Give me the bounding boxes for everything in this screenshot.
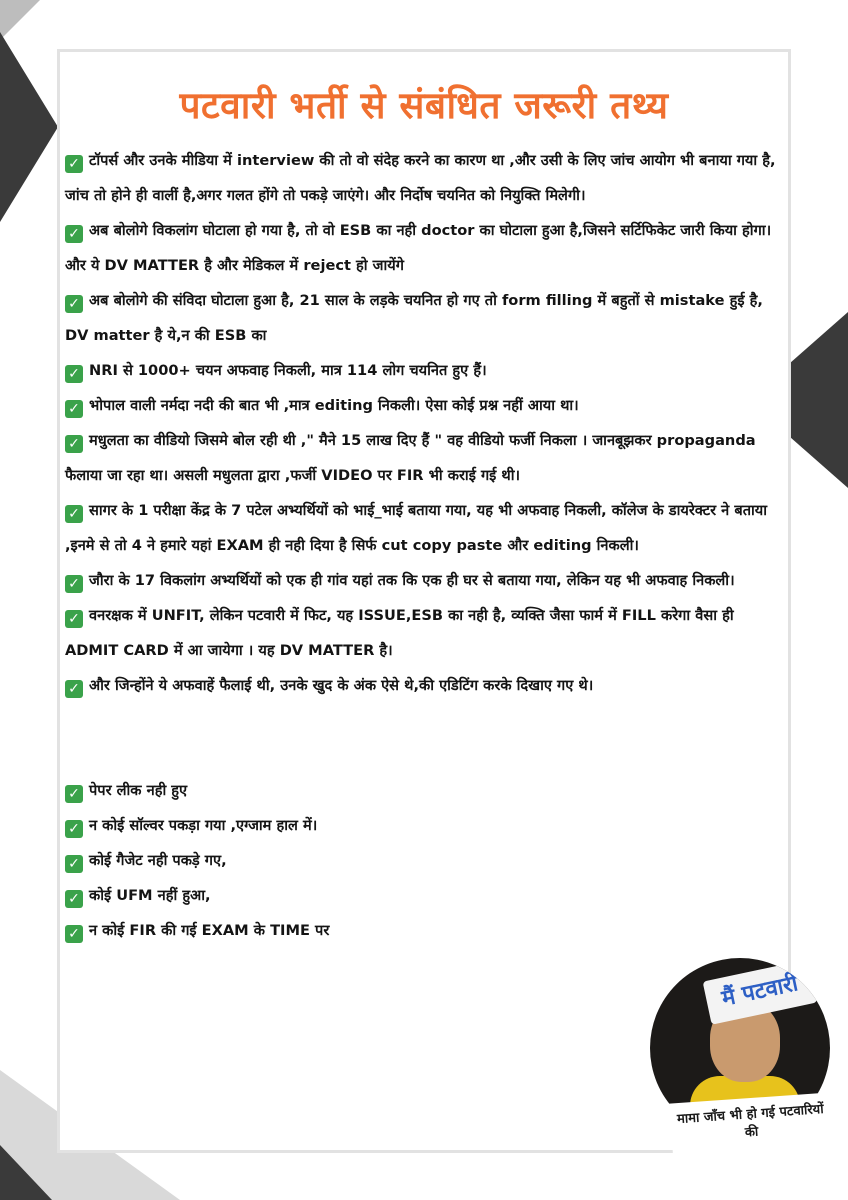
- fact-text: टॉपर्स और उनके मीडिया में interview की तो वो संदेह करने का कारण था ,और उसी के लिए जांच आयोग भी बनाया गया है, जांच तो होने ही वालीं है,अगर गलत होंगे तो पकड़े जाएंगे। और निर्दोष चयनित को नियुक्ति मिलेगी।: [65, 152, 776, 204]
- fact-item: [65, 143, 787, 213]
- checkmark-icon: ✓: [65, 435, 83, 453]
- fact-text: अब बोलोगे विकलांग घोटाला हो गया है, तो वो ESB का नही doctor का घोटाला हुआ है,जिसने सर्टिफिकेट जारी किया होगा। और ये DV MATTER है और मेडिकल में reject हो जायेंगे: [65, 222, 772, 274]
- point-text: कोई UFM नहीं हुआ,: [89, 887, 211, 904]
- fact-item: [65, 283, 787, 353]
- fact-text: अब बोलोगे की संविदा घोटाला हुआ है, 21 साल के लड़के चयनित हो गए तो form filling में बहुतों से mistake हुई है, DV matter है ये,न की ESB का: [65, 292, 763, 344]
- point-text: पेपर लीक नही हुए: [89, 782, 188, 799]
- page-title: पटवारी भर्ती से संबंधित जरूरी तथ्य: [179, 84, 669, 127]
- checkmark-icon: ✓: [65, 890, 83, 908]
- point-text: कोई गैजेट नही पकड़े गए,: [89, 852, 227, 869]
- photo-placard: मामा जाँच भी हो गई पटवारियों की: [669, 1093, 830, 1178]
- fact-item: [65, 353, 787, 388]
- section-gap: [65, 703, 787, 773]
- fact-item: [65, 423, 787, 493]
- fact-item: [65, 493, 787, 563]
- point-item: [65, 808, 787, 843]
- checkmark-icon: ✓: [65, 575, 83, 593]
- fact-text: मधुलता का वीडियो जिसमे बोल रही थी ," मैने 15 लाख दिए हैं " वह वीडियो फर्जी निकला । जानबूझकर propaganda फैलाया जा रहा था। असली मधुलता द्वारा ,फर्जी VIDEO पर FIR भी कराई गई थी।: [65, 432, 756, 484]
- fact-text: भोपाल वाली नर्मदा नदी की बात भी ,मात्र editing निकली। ऐसा कोई प्रश्न नहीं आया था।: [89, 397, 579, 414]
- point-item: [65, 913, 787, 948]
- fact-text: और जिन्होंने ये अफवाहें फैलाई थी, उनके खुद के अंक ऐसे थे,की एडिटिंग करके दिखाए गए थे।: [89, 677, 594, 694]
- fact-text: जौरा के 17 विकलांग अभ्यर्थियों को एक ही गांव यहां तक कि एक ही घर से बताया गया, लेकिन यह भी अफवाह निकली।: [89, 572, 735, 589]
- checkmark-icon: ✓: [65, 365, 83, 383]
- point-text: न कोई सॉल्वर पकड़ा गया ,एग्जाम हाल में।: [89, 817, 318, 834]
- facts-list: [65, 143, 787, 948]
- checkmark-icon: ✓: [65, 925, 83, 943]
- fact-text: NRI से 1000+ चयन अफवाह निकली, मात्र 114 लोग चयनित हुए हैं।: [89, 362, 487, 379]
- point-item: [65, 843, 787, 878]
- bottom-decoration-dark: [0, 1145, 52, 1200]
- fact-item: [65, 668, 787, 703]
- checkmark-icon: ✓: [65, 855, 83, 873]
- checkmark-icon: ✓: [65, 155, 83, 173]
- fact-item: [65, 213, 787, 283]
- fact-item: [65, 598, 787, 668]
- checkmark-icon: ✓: [65, 505, 83, 523]
- fact-item: [65, 388, 787, 423]
- checkmark-icon: ✓: [65, 785, 83, 803]
- child-photo: [650, 958, 830, 1178]
- point-text: न कोई FIR की गई EXAM के TIME पर: [89, 922, 330, 939]
- point-item: [65, 773, 787, 808]
- point-item: [65, 878, 787, 913]
- checkmark-icon: ✓: [65, 680, 83, 698]
- checkmark-icon: ✓: [65, 400, 83, 418]
- fact-text: सागर के 1 परीक्षा केंद्र के 7 पटेल अभ्यर्थियों को भाई_भाई बताया गया, यह भी अफवाह निकली, कॉलेज के डायरेक्टर ने बताया ,इनमे से तो 4 ने हमारे यहां EXAM ही नही दिया है सिर्फ cut copy paste और editing निकली।: [65, 502, 768, 554]
- checkmark-icon: ✓: [65, 820, 83, 838]
- checkmark-icon: ✓: [65, 610, 83, 628]
- checkmark-icon: ✓: [65, 225, 83, 243]
- photo-cap: मैं पटवारी: [703, 959, 818, 1024]
- fact-text: वनरक्षक में UNFIT, लेकिन पटवारी में फिट, यह ISSUE,ESB का नही है, व्यक्ति जैसा फार्म में FILL करेगा वैसा ही ADMIT CARD में आ जायेगा । यह DV MATTER है।: [65, 607, 734, 659]
- checkmark-icon: ✓: [65, 295, 83, 313]
- fact-item: [65, 563, 787, 598]
